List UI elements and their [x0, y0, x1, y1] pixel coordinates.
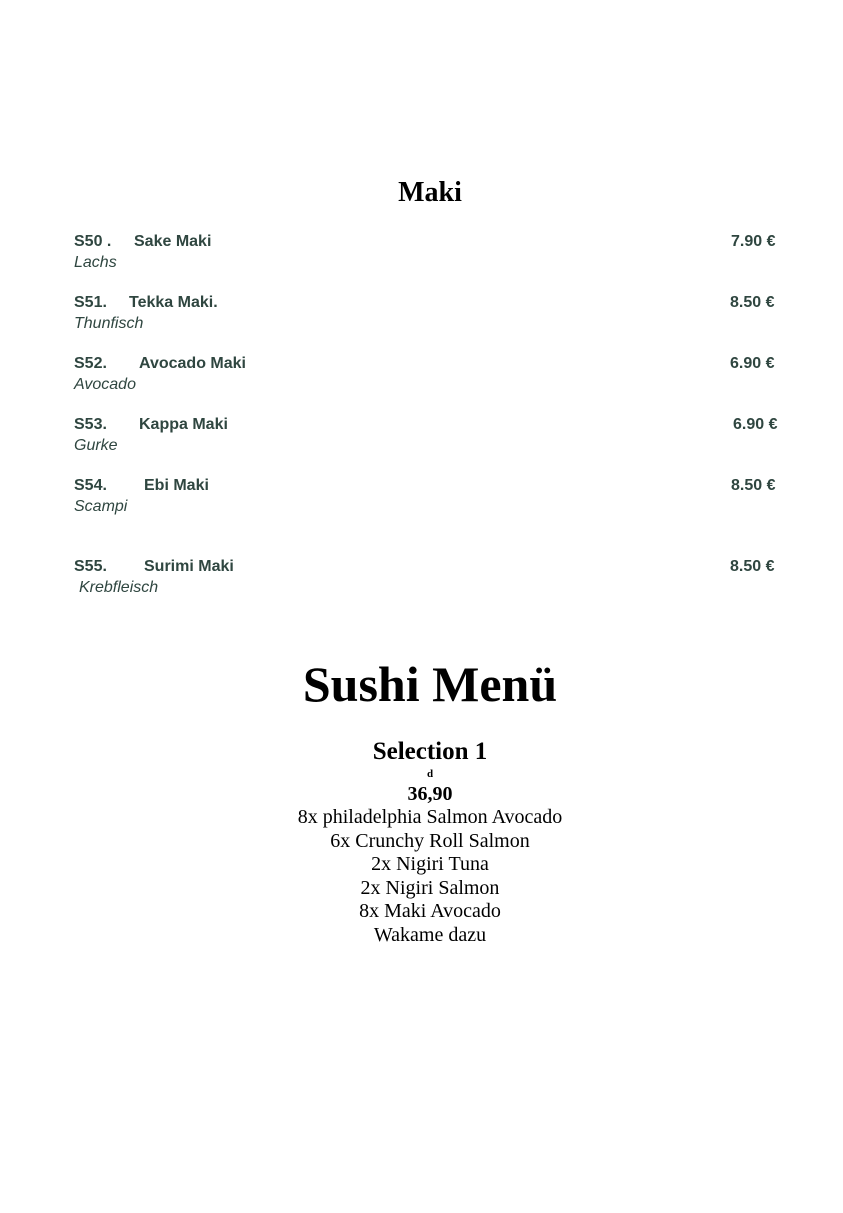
item-code: S52.	[74, 355, 107, 372]
selection-line: 2x Nigiri Salmon	[360, 876, 500, 899]
menu-item-s53	[74, 415, 794, 459]
item-code: S54.	[74, 477, 107, 494]
menu-item-s54	[74, 476, 794, 520]
item-name: Kappa Maki	[139, 416, 228, 433]
item-name: Ebi Maki	[144, 477, 209, 494]
menu-item-s50	[74, 232, 794, 276]
selection-line: 8x Maki Avocado	[359, 900, 501, 923]
item-name: Sake Maki	[134, 233, 212, 250]
selection-line: Wakame dazu	[373, 923, 487, 946]
menu-item-s52	[74, 354, 794, 398]
item-description: Gurke	[74, 437, 118, 454]
menu-item-s55	[74, 557, 794, 601]
selection-line: 8x philadelphia Salmon Avocado	[297, 806, 563, 828]
item-name: Avocado Maki	[139, 355, 246, 372]
maki-section-title: Maki	[398, 177, 462, 208]
item-price: 6.90 €	[730, 355, 775, 372]
menu-item-s51	[74, 293, 794, 337]
item-price: 7.90 €	[731, 233, 776, 250]
item-name: Tekka Maki.	[129, 294, 218, 311]
selection-price: 36,90	[407, 783, 453, 805]
item-description: Scampi	[74, 498, 128, 515]
item-description: Lachs	[74, 254, 117, 271]
selection-title: Selection 1	[372, 738, 488, 765]
selection-line: 6x Crunchy Roll Salmon	[330, 829, 530, 852]
item-code: S55.	[74, 558, 107, 575]
item-name: Surimi Maki	[144, 558, 234, 575]
selection-line: 2x Nigiri Tuna	[371, 853, 489, 876]
item-code: S51.	[74, 294, 107, 311]
item-description: Avocado	[74, 376, 136, 393]
sushi-menu-title: Sushi Menü	[302, 656, 558, 712]
item-price: 8.50 €	[730, 558, 775, 575]
item-price: 8.50 €	[730, 294, 775, 311]
item-price: 8.50 €	[731, 477, 776, 494]
selection-contents	[0, 806, 843, 948]
item-description: Thunfisch	[74, 315, 144, 332]
item-code: S50 .	[74, 233, 112, 250]
item-description: Krebfleisch	[79, 579, 159, 596]
item-code: S53.	[74, 416, 107, 433]
item-price: 6.90 €	[733, 416, 778, 433]
selection-marker: d	[426, 768, 434, 780]
